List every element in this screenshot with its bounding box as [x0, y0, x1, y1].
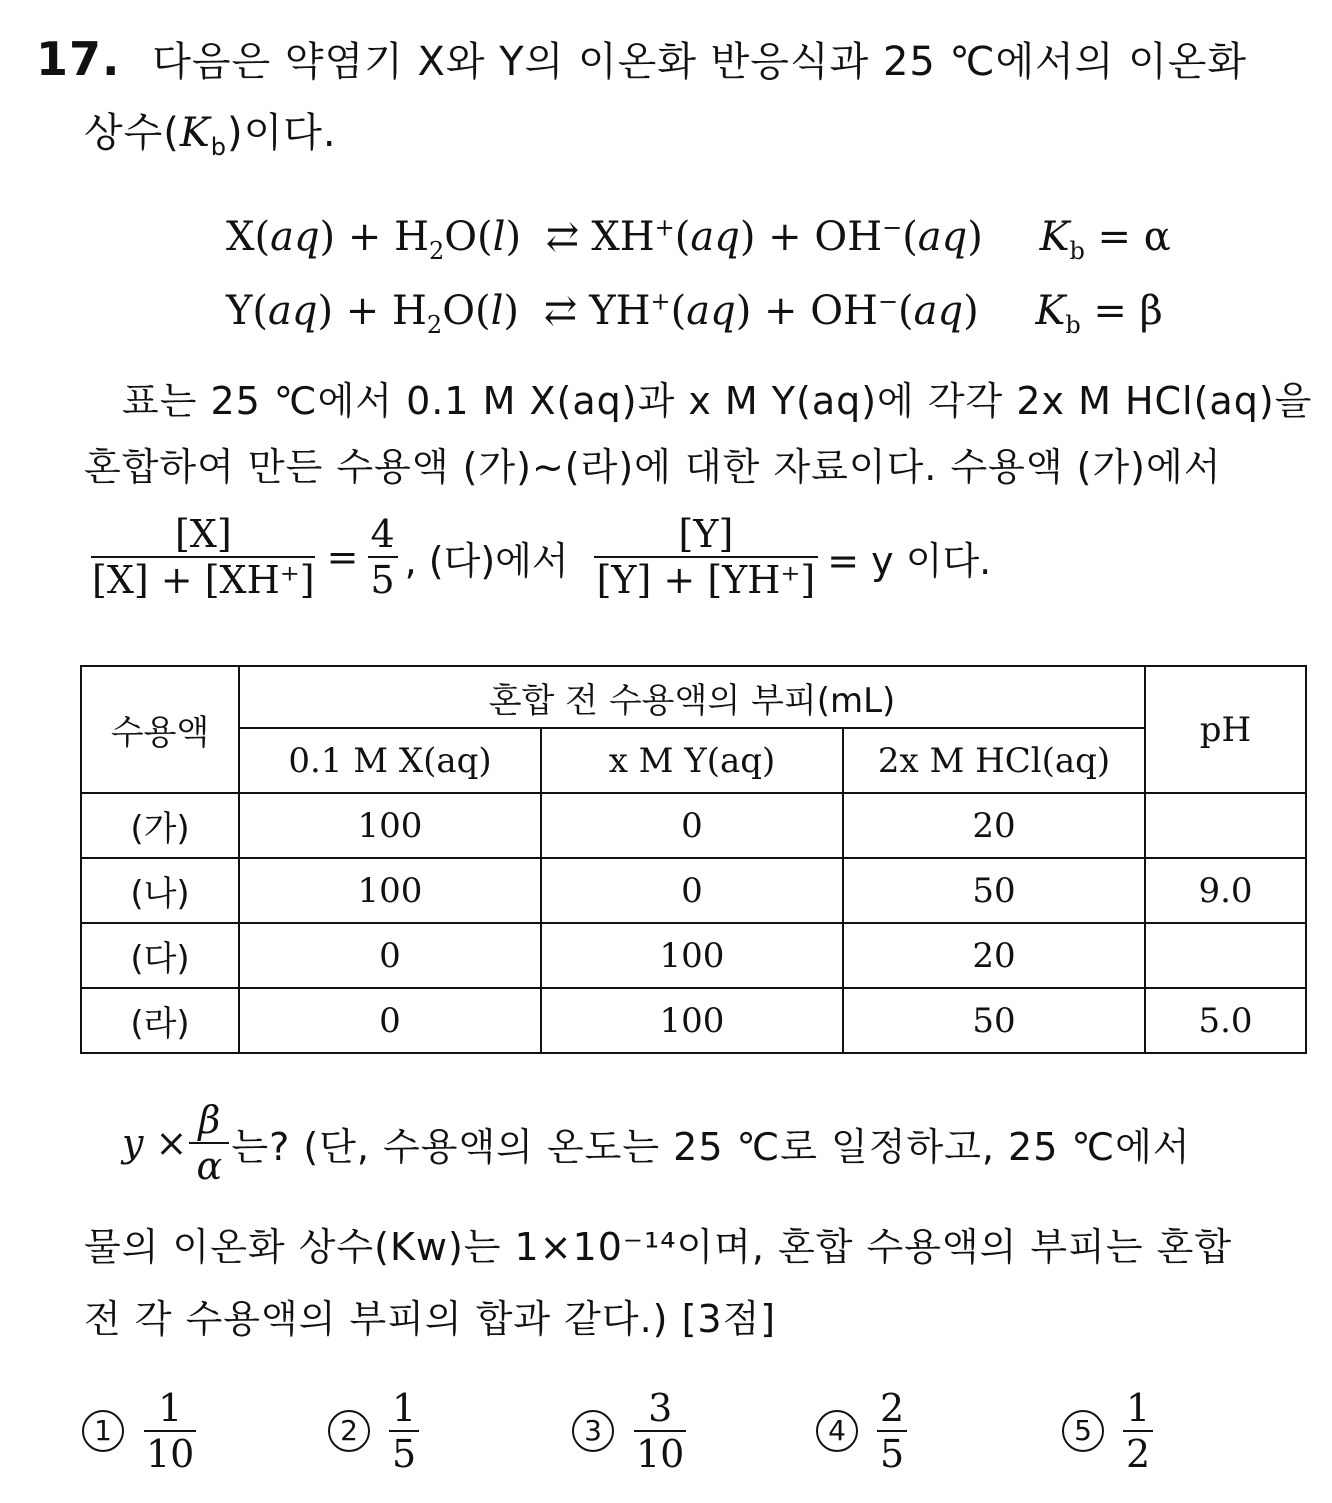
cell-ph: 9.0	[1145, 858, 1306, 923]
eq-text: )	[967, 214, 983, 260]
question-number: 17.	[36, 32, 121, 86]
equilibrium-arrow-icon: ⇄	[543, 288, 578, 334]
y-times: y ×	[122, 1121, 188, 1165]
header-solution: 수용액	[81, 666, 239, 793]
eq-sub: 2	[428, 237, 445, 265]
choice-fraction	[630, 1386, 690, 1476]
eq-text: XH	[591, 214, 655, 260]
equals-sign: =	[326, 535, 359, 579]
eq-text: (	[674, 214, 691, 260]
fraction-y-ratio	[591, 512, 822, 602]
fraction-numerator: β	[198, 1098, 221, 1142]
cell-x: 100	[239, 858, 541, 923]
eq-text: O(	[444, 214, 493, 260]
cell-ph	[1145, 923, 1306, 988]
intro-post: )이다.	[227, 110, 337, 156]
kb-subscript: b	[1065, 311, 1081, 339]
eq-text: l	[490, 288, 504, 334]
fraction-beta-alpha	[189, 1098, 229, 1188]
fraction-denominator: α	[196, 1144, 223, 1188]
fraction-numerator: [Y]	[678, 512, 734, 556]
eq-text: ) + H	[317, 288, 427, 334]
kb-subscript: b	[1069, 237, 1085, 265]
eq-text: X(	[226, 214, 271, 260]
fraction-denominator: [Y] + [YH⁺]	[596, 558, 816, 602]
choice-5[interactable]	[1062, 1386, 1156, 1476]
cell-hcl: 50	[843, 988, 1145, 1053]
choice-number-icon: 2	[328, 1410, 370, 1452]
cell-y: 0	[541, 793, 843, 858]
choice-1[interactable]	[82, 1386, 200, 1476]
subheader-hcl: 2x M HCl(aq)	[843, 728, 1145, 793]
intro-line-1: 다음은 약염기 X와 Y의 이온화 반응식과 25 ℃에서의 이온화	[152, 39, 1248, 85]
choice-4[interactable]	[816, 1386, 910, 1476]
question-line-1	[122, 1098, 1191, 1188]
fraction-denominator: 5	[392, 1432, 417, 1476]
eq-sup: +	[650, 287, 671, 316]
fraction-denominator: 5	[370, 558, 395, 602]
eq-text: O(	[442, 288, 491, 334]
cell-y: 0	[541, 858, 843, 923]
kb-symbol: K	[1039, 214, 1070, 260]
fraction-numerator: 1	[392, 1386, 417, 1430]
eq-text: l	[492, 214, 506, 260]
fraction-numerator: 3	[648, 1386, 673, 1430]
para2-tail-text: = y 이다.	[827, 538, 992, 583]
choice-fraction	[874, 1386, 910, 1476]
cell-y: 100	[541, 988, 843, 1053]
fraction-numerator: 1	[1126, 1386, 1151, 1430]
fraction-numerator: [X]	[174, 512, 232, 556]
table-row	[81, 793, 1306, 858]
fraction-denominator: 2	[1126, 1432, 1151, 1476]
ratio-expression	[86, 512, 991, 602]
cell-x: 100	[239, 793, 541, 858]
choice-number-icon: 1	[82, 1410, 124, 1452]
cell-y: 100	[541, 923, 843, 988]
kb-symbol: K	[1035, 288, 1066, 334]
cell-hcl: 50	[843, 858, 1145, 923]
kb-value: = α	[1084, 214, 1171, 260]
eq-text: aq	[686, 288, 736, 334]
row-label: (라)	[81, 988, 239, 1053]
kb-symbol: K	[179, 110, 211, 156]
table-row	[81, 988, 1306, 1053]
choice-2[interactable]	[328, 1386, 422, 1476]
subheader-y: x M Y(aq)	[541, 728, 843, 793]
fraction-numerator: 1	[158, 1386, 183, 1430]
para2-line-2: 혼합하여 만든 수용액 (가)~(라)에 대한 자료이다. 수용액 (가)에서	[84, 445, 1222, 489]
row-label: (가)	[81, 793, 239, 858]
equation-y	[226, 286, 1163, 339]
choice-fraction	[1120, 1386, 1156, 1476]
eq-text: Y(	[226, 288, 269, 334]
equation-x	[226, 212, 1171, 265]
eq-text: (	[670, 288, 687, 334]
question-header	[36, 34, 1247, 87]
choice-number-icon: 5	[1062, 1410, 1104, 1452]
choice-fraction	[140, 1386, 200, 1476]
choice-number-icon: 4	[816, 1410, 858, 1452]
row-label: (다)	[81, 923, 239, 988]
intro-pre: 상수(	[84, 110, 180, 156]
fraction-denominator: 10	[146, 1432, 195, 1476]
eq-text: )	[503, 288, 519, 334]
eq-sub: 2	[426, 311, 443, 339]
fraction-numerator: 4	[370, 512, 395, 556]
para2-mid-text: , (다)에서	[404, 538, 569, 583]
header-ph: pH	[1145, 666, 1306, 793]
cell-x: 0	[239, 988, 541, 1053]
eq-text: ) + H	[319, 214, 429, 260]
subheader-x: 0.1 M X(aq)	[239, 728, 541, 793]
eq-text: aq	[690, 214, 740, 260]
question-line-2: 물의 이온화 상수(Kw)는 1×10⁻¹⁴이며, 혼합 수용액의 부피는 혼합	[84, 1225, 1233, 1269]
equilibrium-arrow-icon: ⇄	[545, 214, 580, 260]
para2-line-1: 표는 25 ℃에서 0.1 M X(aq)과 x M Y(aq)에 각각 2x M HCl(aq)을	[122, 379, 1313, 423]
eq-text: aq	[268, 288, 318, 334]
eq-sup: −	[882, 213, 903, 242]
eq-text: (	[902, 214, 918, 260]
cell-hcl: 20	[843, 923, 1145, 988]
cell-ph: 5.0	[1145, 988, 1306, 1053]
eq-text: ) + OH	[739, 214, 883, 260]
fraction-denominator: [X] + [XH⁺]	[92, 558, 315, 602]
fraction-four-fifths	[364, 512, 400, 602]
fraction-x-ratio	[86, 512, 321, 602]
table-row	[81, 858, 1306, 923]
eq-text: aq	[917, 214, 968, 260]
cell-ph	[1145, 793, 1306, 858]
fraction-denominator: 10	[636, 1432, 685, 1476]
kb-value: = β	[1080, 288, 1163, 334]
eq-sup: −	[877, 287, 899, 316]
header-volume: 혼합 전 수용액의 부피(mL)	[239, 666, 1145, 728]
table-row	[81, 923, 1306, 988]
row-label: (나)	[81, 858, 239, 923]
eq-text: aq	[270, 214, 320, 260]
fraction-denominator: 5	[880, 1432, 905, 1476]
cell-x: 0	[239, 923, 541, 988]
choice-fraction	[386, 1386, 422, 1476]
intro-line-2	[84, 108, 337, 161]
choice-3[interactable]	[572, 1386, 690, 1476]
eq-text: YH	[589, 288, 651, 334]
eq-sup: +	[654, 213, 675, 242]
eq-text: (	[898, 288, 914, 334]
eq-text: aq	[913, 288, 964, 334]
cell-hcl: 20	[843, 793, 1145, 858]
eq-text: )	[963, 288, 979, 334]
eq-text: )	[505, 214, 522, 260]
eq-text: ) + OH	[735, 288, 878, 334]
kb-subscript: b	[210, 133, 228, 161]
question-line-3: 전 각 수용액의 부피의 합과 같다.) [3점]	[84, 1297, 777, 1341]
data-table	[80, 665, 1307, 1054]
choice-number-icon: 3	[572, 1410, 614, 1452]
question-text-1: 는? (단, 수용액의 온도는 25 ℃로 일정하고, 25 ℃에서	[231, 1124, 1191, 1169]
fraction-numerator: 2	[880, 1386, 905, 1430]
